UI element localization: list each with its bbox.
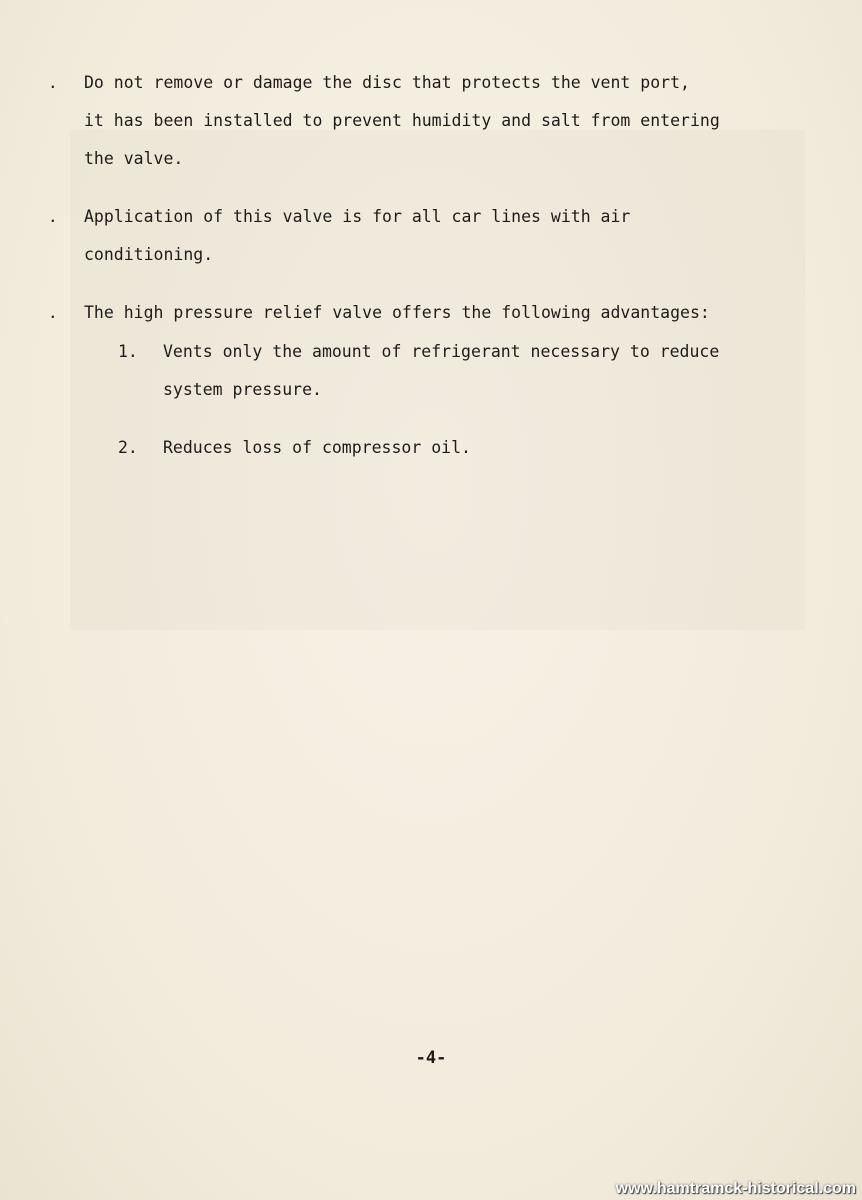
bullet-line: it has been installed to prevent humidity and salt from entering <box>84 111 720 130</box>
advantage-line: Vents only the amount of refrigerant necessary to reduce <box>163 342 720 361</box>
advantage-number: 1. <box>118 342 138 361</box>
bullet-mark: . <box>48 73 58 92</box>
bullet-mark: . <box>48 207 58 226</box>
site-watermark: www.hamtramck-historical.com <box>615 1180 856 1197</box>
advantage-line: system pressure. <box>163 380 322 399</box>
advantage-number: 2. <box>118 438 138 457</box>
advantage-line: Reduces loss of compressor oil. <box>163 438 471 457</box>
bullet-line: conditioning. <box>84 245 214 264</box>
bullet-line: The high pressure relief valve offers the following advantages: <box>84 303 710 322</box>
bullet-line: Do not remove or damage the disc that protects the vent port, <box>84 73 690 92</box>
bullet-mark: . <box>48 303 58 322</box>
bullet-line: Application of this valve is for all car lines with air <box>84 207 631 226</box>
bullet-line: the valve. <box>84 149 184 168</box>
page-number: -4- <box>415 1048 447 1068</box>
